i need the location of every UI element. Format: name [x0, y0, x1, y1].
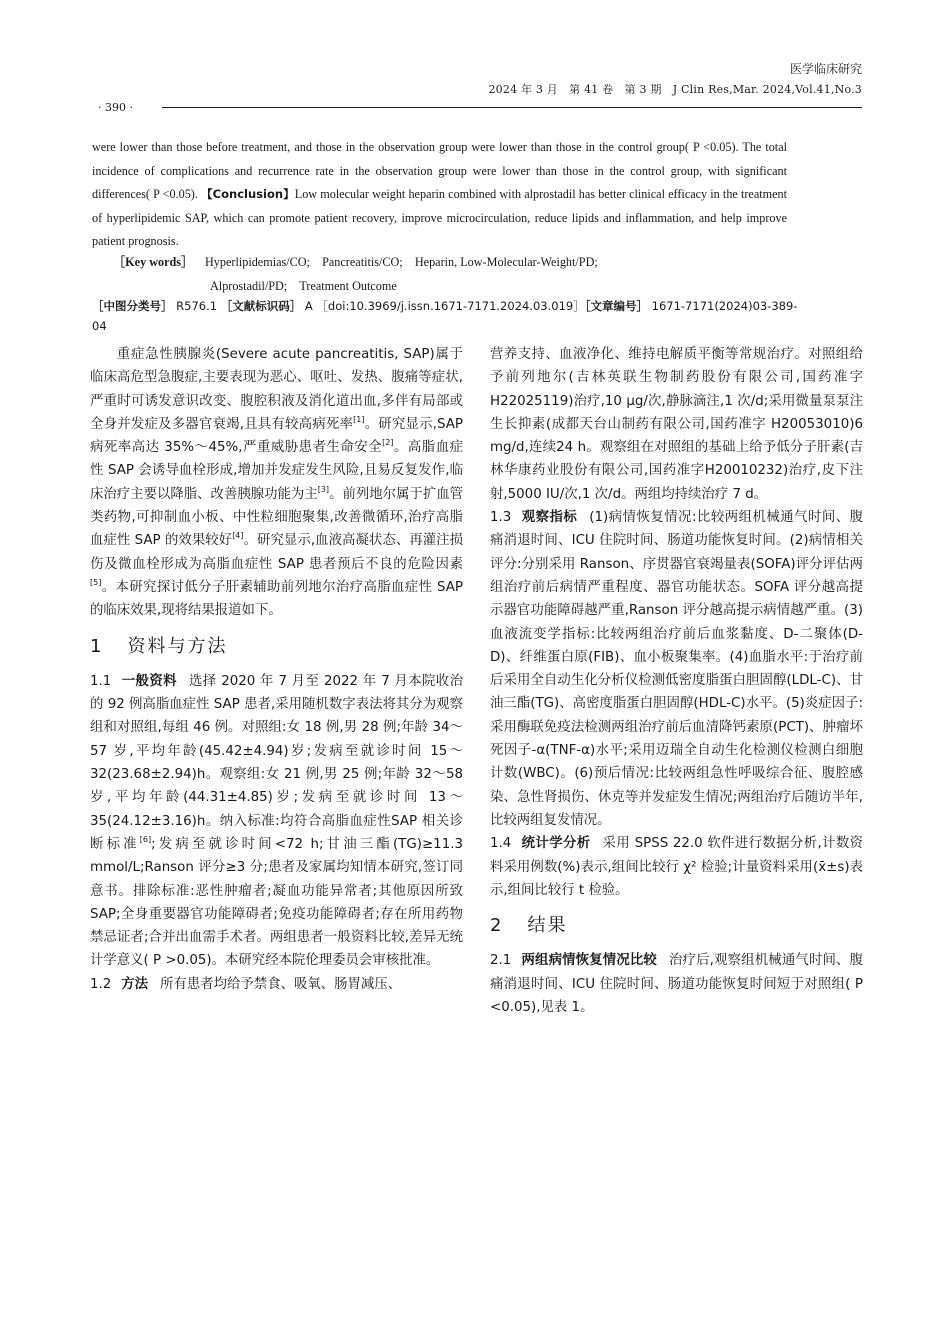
- section-heading-results: 2 结果: [490, 915, 568, 937]
- ref-5: [5]: [90, 577, 102, 587]
- abstract-text-2: Low molecular weight heparin combined with alprostadil has better clinical efficacy in the treatment of hyperlipidemic SAP, which can promote patient recovery, improve microcirculation, reduce lipids and inflammation, and help improve patient prognosis.: [92, 187, 787, 248]
- ref-6: [6]: [139, 834, 152, 844]
- ref-3: [3]: [317, 484, 330, 494]
- page-number: · 390 ·: [98, 101, 133, 114]
- keywords-label: ［Key words］: [113, 255, 194, 269]
- article-no-value: 1671-7171(2024)03-389-04: [92, 299, 798, 333]
- article-no-label: ［文章编号］: [584, 299, 648, 313]
- doc-code-value: A ［doi:10.3969/j.issn.1671-7171.2024.03.019］: [301, 299, 585, 313]
- abstract-text-1: were lower than those before treatment, and those in the observation group were lower than those in the control group( P <0.05). The total incidence of complications and recurrence rate in the observation group were lower than those in the control group, with significant differences( P <0.05).: [92, 140, 787, 201]
- doc-code-label: ［文献标识码］: [220, 299, 302, 313]
- journal-name: 医学临床研究: [789, 62, 862, 76]
- results-recovery-paragraph: 2.1 两组病情恢复情况比较 治疗后,观察组机械通气时间、腹痛消退时间、ICU 住院时间、肠道功能恢复时间短于对照组( P <0.05),见表 1。: [490, 953, 863, 1016]
- header-rule: [162, 107, 862, 108]
- ref-2: [2]: [382, 438, 394, 448]
- methods-paragraph-start: 1.2 方法 所有患者均给予禁食、吸氧、肠胃减压、: [90, 976, 402, 992]
- observation-indicators-paragraph: 1.3 观察指标 (1)病情恢复情况:比较两组机械通气时间、腹痛消退时间、ICU 住院时间、肠道功能恢复时间。(2)病情相关评分:分别采用 Ranson、序贯器官衰竭量表(SOFA)评分评估两组治疗前后病情严重程度、器官功能状态。SOFA 评分越高提示器官功能障碍越严重,Ranson 评分越高提示病情越严重。(3)血液流变学指标:比较两组治疗前后血浆黏度、D-二聚体(D-D)、纤维蛋白原(FIB)、血小板聚集率。(4)血脂水平:于治疗前后采用全自动生化分析仪检测低密度脂蛋白胆固醇(LDL-C)、甘油三酯(TG)、高密度脂蛋白胆固醇(HDL-C)水平。(5)炎症因子:采用酶联免疫法检测两组治疗前后血清降钙素原(PCT)、肿瘤坏死因子-α(TNF-α)水平;采用迈瑞全自动生化检测仪检测白细胞计数(WBC)。(6)预后情况:比较两组急性呼吸综合征、腹腔感染、急性肾损伤、休克等并发症发生情况;两组治疗后随访半年,比较两组复发情况。: [490, 510, 863, 828]
- ref-4: [4]: [232, 531, 244, 541]
- keywords-line-2: Alprostadil/PD; Treatment Outcome: [210, 278, 397, 293]
- left-column: [90, 343, 463, 996]
- keywords-line-1: Hyperlipidemias/CO; Pancreatitis/CO; Heparin, Low-Molecular-Weight/PD;: [205, 255, 598, 269]
- general-data-paragraph: 1.1 一般资料 选择 2020 年 7 月至 2022 年 7 月本院收治的 92 例高脂血症性 SAP 患者,采用随机数字表法将其分为观察组和对照组,每组 46 例。对照组:女 18 例,男 28 例;年龄 34～57 岁,平均年龄(45.42±4.94)岁;发病至就诊时间 15～32(23.68±2.94)h。观察组:女 21 例,男 25 例;年龄 32～58岁,平均年龄(44.31±4.85)岁;发病至就诊时间 13～35(24.12±3.16)h。纳入标准:均符合高脂血症性SAP 相关诊断标准[6];发病至就诊时间<72 h;甘油三酯(TG)≥11.3 mmol/L;Ranson 评分≥3 分;患者及家属均知情本研究,签订同意书。排除标准:恶性肿瘤者;凝血功能异常者;其他原因所致 SAP;全身重要器官功能障碍者;免疫功能障碍者;存在所用药物禁忌证者;合并出血需手术者。两组患者一般资料比较,差异无统计学意义( P >0.05)。本研究经本院伦理委员会审核批准。: [90, 673, 464, 969]
- section-heading-methods: 1 资料与方法: [90, 635, 228, 657]
- keywords-block: [113, 251, 773, 298]
- abstract-continuation: [92, 136, 787, 254]
- issue-info: 2024 年 3 月 第 41 卷 第 3 期 J Clin Res,Mar. 2024,Vol.41,No.3: [488, 83, 862, 96]
- right-column: [490, 343, 863, 1019]
- statistics-paragraph: 1.4 统计学分析 采用 SPSS 22.0 软件进行数据分析,计数资料采用例数(%)表示,组间比较行 χ² 检验;计量资料采用(x̄±s)表示,组间比较行 t 检验。: [490, 836, 863, 898]
- methods-paragraph-continued: 营养支持、血液净化、维持电解质平衡等常规治疗。对照组给予前列地尔(吉林英联生物制药股份有限公司,国药准字 H22025119)治疗,10 μg/次,静脉滴注,1 次/d;采用微量泵泵注生长抑素(成都天台山制药有限公司,国药准字 H20053010)6 mg/d,连续24 h。观察组在对照组的基础上给予低分子肝素(吉林华康药业股份有限公司,国药准字H20010232)治疗,皮下注射,5000 IU/次,1 次/d。两组均持续治疗 7 d。: [490, 347, 863, 502]
- intro-paragraph: 重症急性胰腺炎(Severe acute pancreatitis, SAP)属于临床高危型急腹症,主要表现为恶心、呕吐、发热、腹痛等症状,严重时可诱发意识改变、腹腔积液及消化道出血,多伴有局部或全身并发症及多器官衰竭,且具有较高病死率[1]。研究显示,SAP病死率高达 35%～45%,严重威胁患者生命安全[2]。高脂血症性 SAP 会诱导血栓形成,增加并发症发生风险,且易反复发作,临床治疗主要以降脂、改善胰腺功能为主[3]。前列地尔属于扩血管类药物,可抑制血小板、中性粒细胞聚集,改善微循环,治疗高脂血症性 SAP 的效果较好[4]。研究显示,血液高凝状态、再灌注损伤及微血栓形成为高脂血症性 SAP 患者预后不良的危险因素[5]。本研究探讨低分子肝素辅助前列地尔治疗高脂血症性 SAP 的临床效果,现将结果报道如下。: [90, 347, 464, 619]
- ref-1: [1]: [353, 414, 365, 424]
- conclusion-label: 【Conclusion】: [201, 187, 295, 201]
- classification-line: [92, 296, 812, 336]
- clc-value: R576.1: [172, 299, 221, 313]
- clc-label: ［中图分类号］: [92, 299, 173, 313]
